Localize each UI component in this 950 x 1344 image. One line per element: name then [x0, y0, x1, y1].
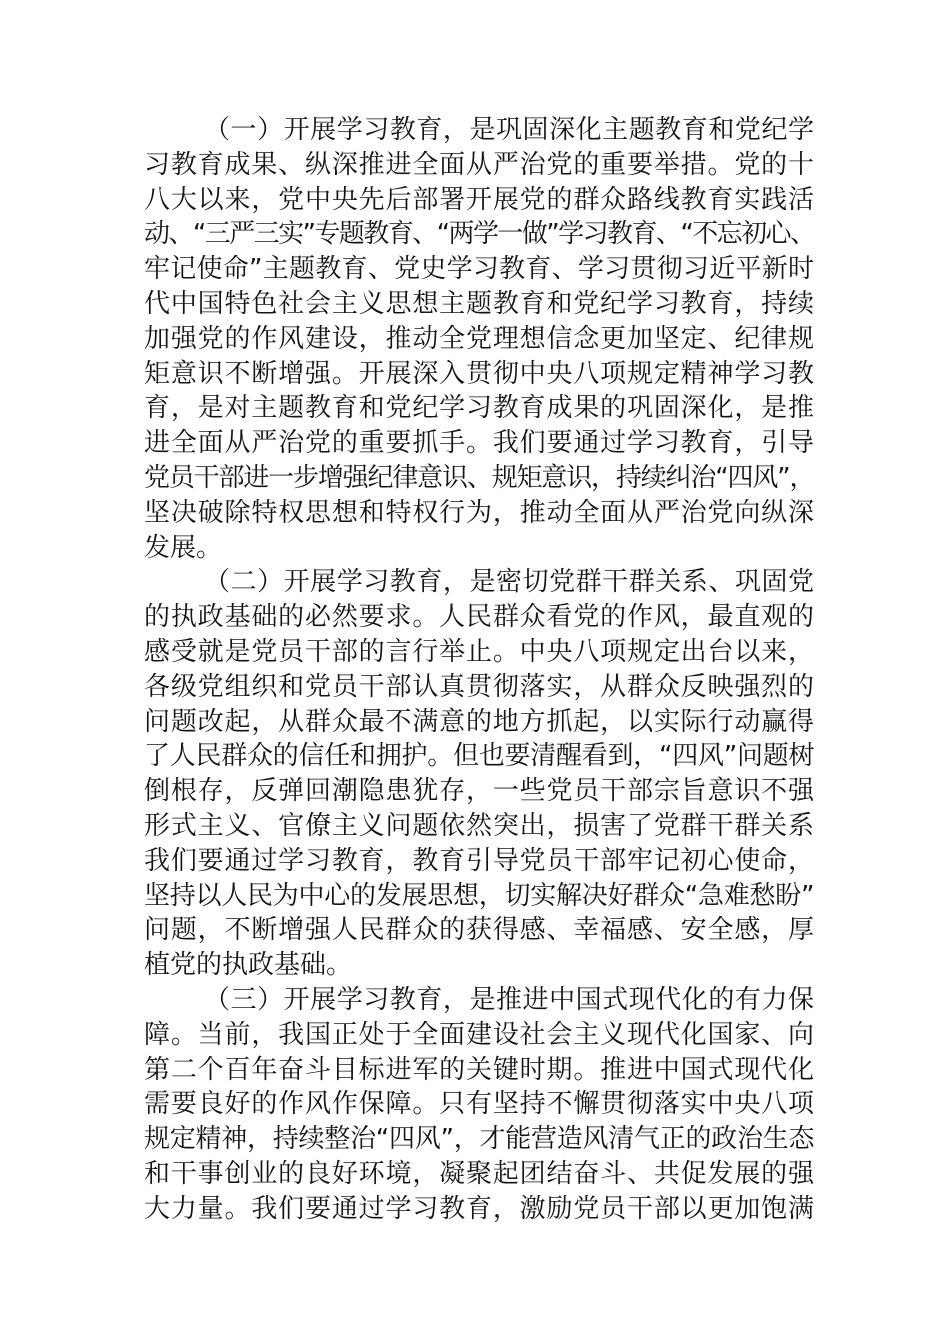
paragraph-line: （三）开展学习教育，是推进中国式现代化的有力保 — [204, 984, 814, 1015]
paragraph-line: （二）开展学习教育，是密切党群干群关系、巩固党 — [204, 567, 814, 598]
paragraph-line: 障。当前，我国正处于全面建设社会主义现代化国家、向 — [144, 1019, 814, 1050]
paragraph-line: 我们要通过学习教育，教育引导党员干部牢记初心使命， — [144, 845, 814, 876]
paragraph-3 — [144, 983, 814, 1227]
paragraph-line: 的执政基础的必然要求。人民群众看党的作风，最直观的 — [144, 602, 814, 633]
paragraph-line: 感受就是党员干部的言行举止。中央八项规定出台以来， — [144, 636, 814, 667]
paragraph-line: 加强党的作风建设，推动全党理想信念更加坚定、纪律规 — [144, 323, 814, 354]
paragraph-line: 问题，不断增强人民群众的获得感、幸福感、安全感，厚 — [144, 915, 814, 946]
paragraph-line: 规定精神，持续整治“四风”，才能营造风清气正的政治生态 — [144, 1124, 814, 1155]
paragraph-line: 发展。 — [144, 532, 223, 563]
paragraph-line: 需要良好的作风作保障。只有坚持不懈贯彻落实中央八项 — [144, 1089, 814, 1120]
paragraph-line: 问题改起，从群众最不满意的地方抓起，以实际行动赢得 — [144, 706, 814, 737]
paragraph-line: 大力量。我们要通过学习教育，激励党员干部以更加饱满 — [144, 1193, 814, 1224]
paragraph-line: 八大以来，党中央先后部署开展党的群众路线教育实践活 — [144, 184, 814, 215]
paragraph-line: 进全面从严治党的重要抓手。我们要通过学习教育，引导 — [144, 428, 814, 459]
paragraph-line: 坚持以人民为中心的发展思想，切实解决好群众“急难愁盼” — [144, 880, 814, 911]
paragraph-line: 习教育成果、纵深推进全面从严治党的重要举措。党的十 — [144, 149, 814, 180]
paragraph-line: 植党的执政基础。 — [144, 950, 353, 981]
paragraph-line: 牢记使命”主题教育、党史学习教育、学习贯彻习近平新时 — [144, 254, 814, 285]
paragraph-line: 倒根存，反弹回潮隐患犹存，一些党员干部宗旨意识不强 — [144, 776, 814, 807]
paragraph-2 — [144, 565, 814, 983]
document-body — [144, 113, 814, 1227]
paragraph-line: 第二个百年奋斗目标进军的关键时期。推进中国式现代化 — [144, 1054, 814, 1085]
paragraph-line: 矩意识不断增强。开展深入贯彻中央八项规定精神学习教 — [144, 358, 814, 389]
paragraph-line: 各级党组织和党员干部认真贯彻落实，从群众反映强烈的 — [144, 671, 814, 702]
paragraph-line: 坚决破除特权思想和特权行为，推动全面从严治党向纵深 — [144, 497, 814, 528]
paragraph-line: 了人民群众的信任和拥护。但也要清醒看到，“四风”问题树 — [144, 741, 814, 772]
paragraph-line: 代中国特色社会主义思想主题教育和党纪学习教育，持续 — [144, 288, 814, 319]
paragraph-1 — [144, 113, 814, 565]
paragraph-line: 党员干部进一步增强纪律意识、规矩意识，持续纠治“四风”， — [144, 462, 814, 493]
paragraph-line: 动、“三严三实”专题教育、“两学一做”学习教育、“不忘初心、 — [144, 219, 814, 250]
paragraph-line: 形式主义、官僚主义问题依然突出，损害了党群干群关系 — [144, 810, 814, 841]
paragraph-line: 和干事创业的良好环境，凝聚起团结奋斗、共促发展的强 — [144, 1158, 814, 1189]
paragraph-line: （一）开展学习教育，是巩固深化主题教育和党纪学 — [204, 115, 814, 145]
paragraph-line: 育，是对主题教育和党纪学习教育成果的巩固深化，是推 — [144, 393, 814, 424]
